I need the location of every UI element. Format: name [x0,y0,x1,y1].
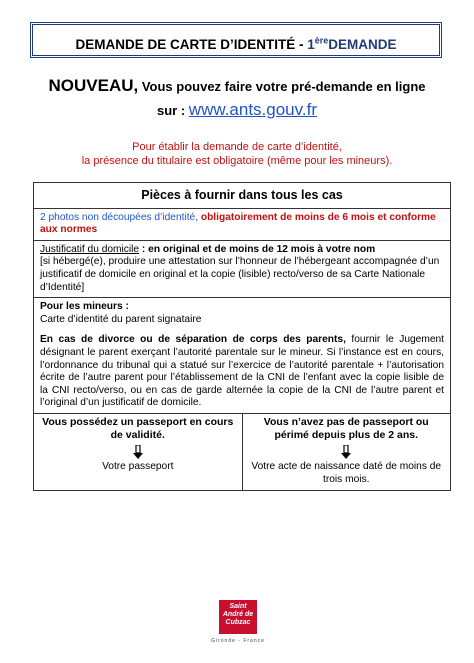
no-passport-col: Vous n’avez pas de passeport ou périmé depuis plus de 2 ans. Votre acte de naissance daté de moins de trois mois. [242,414,451,490]
town-logo: Saint André de Cubzac [219,600,257,634]
town-logo-subtitle: Gironde - France [211,638,265,644]
passport-split [34,413,450,490]
page-title: DEMANDE DE CARTE D’IDENTITÉ - 1èreDEMANDE [75,35,397,52]
arrow-down-icon [341,445,351,459]
ants-link[interactable]: www.ants.gouv.fr [188,100,317,119]
domicile-row: Justificatif du domicile : en original et de moins de 12 mois à votre nom [si hébergé(e), produire une attestation sur l’honneur de l’hébergeant accompagnée d’un justificatif de domicile en original et la copie (lisible) recto/verso de sa Carte Nationale d’Identité] [34,240,450,297]
online-link-line: sur : www.ants.gouv.fr [157,100,317,119]
documents-table [33,182,451,491]
presence-notice: Pour établir la demande de carte d’identité, la présence du titulaire est obligatoire (même pour les mineurs). [81,141,393,167]
online-notice: NOUVEAU, Vous pouvez faire votre pré-demande en ligne [48,76,426,95]
arrow-down-icon [133,445,143,459]
table-heading: Pièces à fournir dans tous les cas [141,188,343,202]
minors-row: Pour les mineurs : Carte d’identité du parent signataire En cas de divorce ou de séparation de corps des parents, fournir le Jugement désignant le parent exerçant l’autorité parentale sur le mineur. Si l’instance est en cours, l’ordonnance du tribunal qui a statué sur l’exercice de l’autorité parentale + l’autorisation écrite de l’autre parent pour l’établissement de la CNI de l’enfant avec la copie lisible de la CNI recto/verso, ou en cas de garde alternée la copie de la CNI de l’autre parent et l’original d’un justificatif de domicile. [34,297,450,413]
passport-valid-col: Vous possédez un passeport en cours de validité. Votre passeport [42,415,234,473]
title-box [30,22,442,58]
photos-row: 2 photos non découpées d’identité, obligatoirement de moins de 6 mois et conforme aux normes [34,208,450,240]
